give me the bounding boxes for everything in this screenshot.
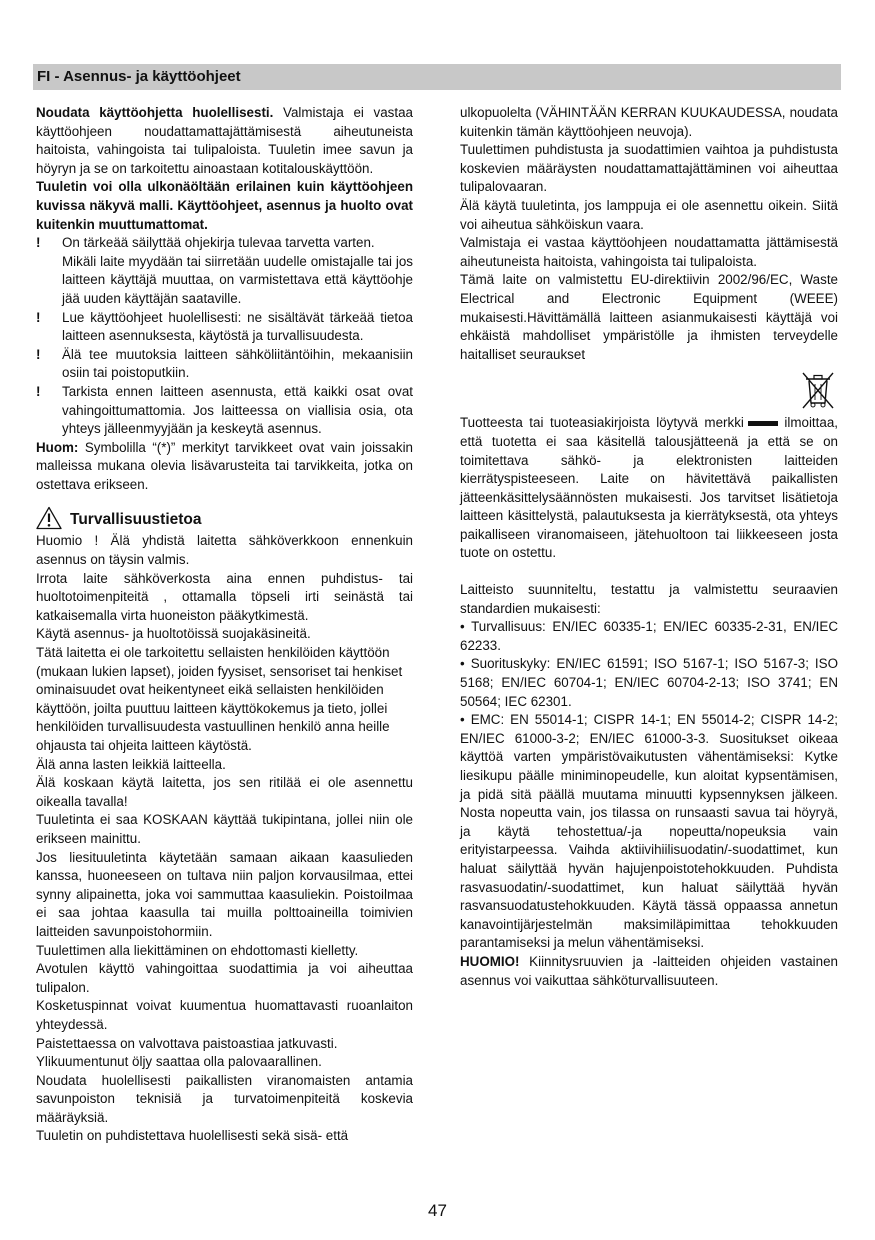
right-column	[460, 104, 838, 990]
weee-mark-rest: ilmoittaa, että tuotetta ei saa käsitellä talousjätteenä ja että se on toimitettava sähkö- ja elektronisten laitteiden kierrätyspisteeseen. Laite on hävitettävä paikallisten jätteenkäsittelysäännösten mukaisesti. Jos tarvitset lisätietoja laitteen käsittelystä, palautuksesta ja kierrätyksestä, ota yhteys paikalliseen viranomaiseen, jätehuoltoon tai liikkeeseen josta tuote on ostettu.	[460, 415, 838, 561]
note-label: Huom:	[36, 439, 79, 455]
safety-paragraph: Käytä asennus- ja huoltotöissä suojakäsineitä.	[36, 626, 311, 642]
bullet-text: Tarkista ennen laitteen asennusta, että kaikki osat ovat vahingoittumattomia. Jos laitteessa on viallisia osia, ota yhteys jälleenmyyjään ja keskeytä asennus.	[62, 383, 413, 437]
paragraph-gap	[460, 563, 838, 581]
weee-mark-text: Tuotteesta tai tuoteasiakirjoista löytyvä merkki	[460, 415, 744, 431]
section-title: FI - Asennus- ja käyttöohjeet	[37, 68, 241, 85]
exclamation-marker: !	[36, 383, 41, 399]
exclamation-marker: !	[36, 346, 41, 362]
safety-paragraph: Tuuletinta ei saa KOSKAAN käyttää tukipintana, jollei niin ole erikseen mainittu.	[36, 812, 413, 846]
body-paragraph: ulkopuolelta (VÄHINTÄÄN KERRAN KUUKAUDESSA, noudata kuitenkin tämän käyttöohjeen neuvoja).	[460, 105, 838, 139]
weee-mark-paragraph	[460, 414, 838, 563]
body-paragraph: Älä käytä tuuletinta, jos lamppuja ei ole asennettu oikein. Siitä voi aiheutua sähköiskun vaara.	[460, 197, 838, 232]
warning-paragraph	[460, 953, 838, 990]
bullet-item	[36, 309, 413, 346]
bullet-text: Lue käyttöohjeet huolellisesti: ne sisältävät tärkeää tietoa laitteen asennuksesta, käytöstä ja turvallisuudesta.	[62, 309, 413, 344]
note-paragraph	[36, 439, 413, 495]
standards-item: • Turvallisuus: EN/IEC 60335-1; EN/IEC 60335-2-31, EN/IEC 62233.	[460, 619, 838, 653]
note-text: Symbolilla “(*)” merkityt tarvikkeet ovat vain joissakin malleissa mukana olevia lisävarusteita tai tarvikkeita, jotka on ostettava erikseen.	[36, 439, 413, 492]
crossed-out-bin-icon	[800, 370, 836, 410]
safety-paragraph: Älä anna lasten leikkiä laitteella.	[36, 756, 226, 772]
section-header-bar	[33, 64, 841, 90]
safety-title: Turvallisuustietoa	[70, 511, 202, 529]
bullet-item	[36, 383, 413, 439]
standards-item: • Suorituskyky: EN/IEC 61591; ISO 5167-1; ISO 5167-3; ISO 5168; EN/IEC 60704-1; EN/IEC 60704-2-13; ISO 3741; EN 50564; IEC 62301.	[460, 656, 838, 709]
weee-paragraph: Tämä laite on valmistettu EU-direktiivin 2002/96/EC, Waste Electrical and Electronic Equipment (WEEE) mukaisesti.Hävittämällä laitteen asianmukaisesti käyttäjä voi ehkäistä mahdolliset ympäristölle ja ihmisten terveydelle haitalliset seuraukset	[460, 272, 838, 362]
standards-intro: Laitteisto suunniteltu, testattu ja valmistettu seuraavien standardien mukaisesti:	[460, 582, 838, 616]
warning-label: HUOMIO!	[460, 953, 520, 969]
intro-text: Valmistaja ei vastaa käyttöohjeen noudattamattajättämisestä aiheutuneista haitoista, vahingoista tai tulipaloista. Tuuletin imee savun ja höyryn ja se on tarkoitettu ainoastaan kotitalouskäyttöön.	[36, 105, 413, 176]
safety-paragraph: Paistettaessa on valvottava paistoastiaa jatkuvasti.	[36, 1035, 338, 1051]
safety-paragraph: Huomio ! Älä yhdistä laitetta sähköverkkoon ennenkuin asennus on täysin valmis.	[36, 533, 413, 568]
safety-heading	[36, 504, 413, 530]
safety-paragraph: Tuuletin on puhdistettava huolellisesti sekä sisä- että	[36, 1128, 349, 1144]
warning-text: Kiinnitysruuvien ja -laitteiden ohjeiden vastainen asennus voi vaikuttaa sähköturvallisuuteen.	[460, 953, 838, 988]
body-paragraph: Tuulettimen puhdistusta ja suodattimien vaihtoa ja puhdistusta koskevien määräysten noudattamattajättäminen voi aiheuttaa tulipalovaaran.	[460, 142, 838, 195]
bullet-extra-text: Mikäli laite myydään tai siirretään uudelle omistajalle tai jos laitteen käyttäjä muuttaa, on varmistettava että käyttöohje jää uuden käyttäjän saataville.	[62, 253, 413, 306]
safety-paragraph: Tuulettimen alla liekittäminen on ehdottomasti kielletty.	[36, 942, 359, 958]
bullet-text: On tärkeää säilyttää ohjekirja tulevaa tarvetta varten.	[62, 235, 375, 251]
warning-triangle-icon	[36, 506, 62, 530]
intro-bold: Noudata käyttöohjetta huolellisesti.	[36, 105, 274, 120]
safety-paragraph: Avotulen käyttö vahingoittaa suodattimia ja voi aiheuttaa tulipalon.	[36, 961, 413, 995]
appearance-note: Tuuletin voi olla ulkonäöltään erilainen kuin käyttöohjeen kuvissa näkyvä malli. Käyttöohjeet, asennus ja huolto ovat kuitenkin muuttumattomat.	[36, 179, 413, 232]
safety-paragraph: Irrota laite sähköverkosta aina ennen puhdistus- tai huoltotoimenpiteitä , ottamalla töpseli irti seinästä tai katkaisemalla virta huoneiston pääkytkimestä.	[36, 570, 413, 623]
safety-paragraph: Ylikuumentunut öljy saattaa olla palovaarallinen.	[36, 1054, 322, 1070]
intro-paragraph	[36, 104, 413, 178]
page-number: 47	[428, 1201, 447, 1220]
safety-paragraph: Kosketuspinnat voivat kuumentua huomattavasti ruoanlaiton yhteydessä.	[36, 998, 413, 1032]
body-paragraph: Valmistaja ei vastaa käyttöohjeen noudattamatta jättämisestä aiheutuneista haitoista, vahingoista tai tulipaloista.	[460, 235, 838, 269]
weee-symbol-row	[460, 364, 838, 414]
exclamation-marker: !	[36, 309, 41, 325]
safety-paragraph: Tätä laitetta ei ole tarkoitettu sellaisten henkilöiden käyttöön (mukaan lukien lapset), joiden fyysiset, sensoriset tai henkiset ominaisuudet ovat heikentyneet eikä sellaisten henkilöiden käyttöön, joilta puuttuu laitteen käyttökokemus ja tieto, jollei henkilöiden turvallisuudesta vastuullinen henkilö anna heille ohjausta tai ohjeita laitteen käytöstä.	[36, 645, 403, 753]
standards-item: • EMC: EN 55014-1; CISPR 14-1; EN 55014-2; CISPR 14-2; EN/IEC 61000-3-2; EN/IEC 61000-3-3. Suositukset oikeaa käyttöä varten ympäristövaikutusten vähentämiseksi: Kytke liesikupu päälle miniminopeudelle, kun aloitat kypsentämisen, ja pidä sitä päällä muutama minuutti kypsennyksen jälkeen. Nosta nopeutta vain, jos tilassa on runsaasti savua tai höyryä, ja käytä tehostettua/-ja nopeutta/nopeuksia vain erityistarpeessa. Vaihda aktiivihiilisuodatin/-suodattimet, kun haluat säilyttää hyvän hajujenpoistotehokkuuden. Puhdista rasvasuodatin/-suodattimet, kun haluat säilyttää hyvän rasvansuodatustehokkuuden. Käytä tässä oppaassa annetun kanavointijärjestelmän maksimiläpimittaa tehokkuuden parantamiseksi ja melun vähentämiseksi.	[460, 712, 838, 951]
black-bar-icon	[748, 421, 778, 426]
safety-paragraph: Älä koskaan käytä laitetta, jos sen ritilää ei ole asennettu oikealla tavalla!	[36, 775, 413, 809]
bullet-item	[36, 234, 413, 308]
left-column	[36, 104, 413, 1146]
exclamation-marker: !	[36, 235, 41, 251]
bullet-text: Älä tee muutoksia laitteen sähköliitäntöihin, mekaanisiin osiin tai poistoputkiin.	[62, 346, 413, 381]
safety-paragraph: Noudata huolellisesti paikallisten viranomaisten antamia savunpoiston teknisiä ja turvatoimenpiteitä koskevia määräyksiä.	[36, 1072, 413, 1125]
bullet-item	[36, 346, 413, 383]
safety-paragraph: Jos liesituuletinta käytetään samaan aikaan kaasulieden kanssa, huoneeseen on tultava niin paljon korvausilmaa, ettei synny alipainetta, joka voi sammuttaa kaasuliekin. Poistoilmaa ei saa johtaa kaasulla tai muilla polttoaineilla toimivien laitteiden savunpoistohormiin.	[36, 849, 413, 939]
